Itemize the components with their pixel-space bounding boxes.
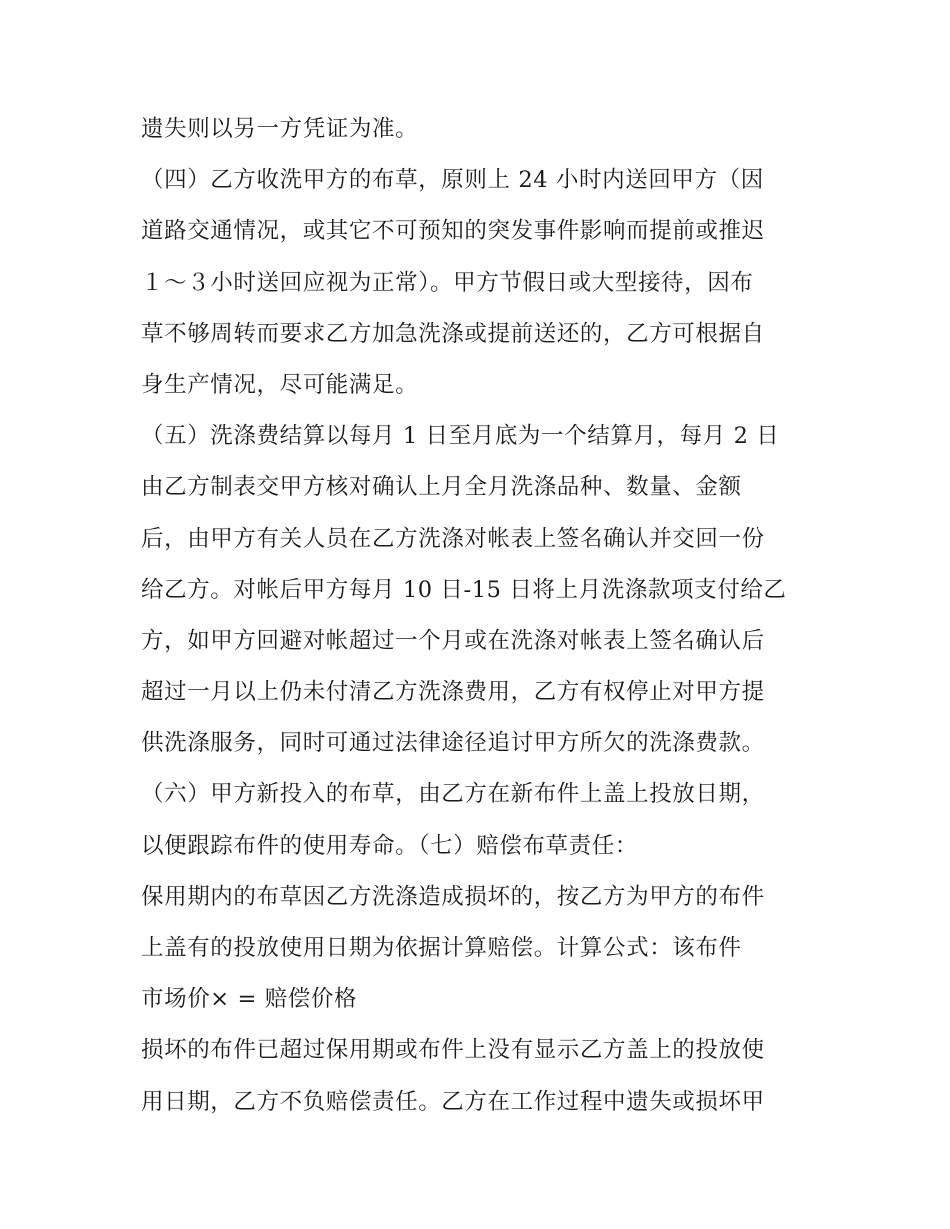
text-line: 市场价× = 赔偿价格 (141, 986, 358, 1013)
text-line: 以便跟踪布件的使用寿命。（七）赔偿布草责任： (141, 832, 638, 859)
text-line: 超过一月以上仍未付清乙方洗涤费用，乙方有权停止对甲方提 (141, 679, 765, 706)
text-line: 给乙方。对帐后甲方每月 10 日-15 日将上月洗涤款项支付给乙 (141, 576, 787, 603)
text-line: 方，如甲方回避对帐超过一个月或在洗涤对帐表上签名确认后 (141, 627, 765, 654)
text-line: （六）甲方新投入的布草，由乙方在新布件上盖上投放日期， (141, 781, 765, 808)
text-line: 由乙方制表交甲方核对确认上月全月洗涤品种、数量、金额 (141, 474, 742, 501)
text-line: 损坏的布件已超过保用期或布件上没有显示乙方盖上的投放使 (141, 1037, 765, 1064)
text-line: 供洗涤服务，同时可通过法律途径追讨甲方所欠的洗涤费款。 (141, 730, 765, 757)
text-line: 后，由甲方有关人员在乙方洗涤对帐表上签名确认并交回一份 (141, 525, 765, 552)
text-line: 草不够周转而要求乙方加急洗涤或提前送还的，乙方可根据自 (141, 320, 765, 347)
text-line: 道路交通情况，或其它不可预知的突发事件影响而提前或推迟 (141, 218, 765, 245)
text-line: （四）乙方收洗甲方的布草，原则上 24 小时内送回甲方（因 (141, 167, 764, 194)
text-line: 保用期内的布草因乙方洗涤造成损坏的，按乙方为甲方的布件 (141, 883, 765, 910)
text-line: １～３小时送回应视为正常）。甲方节假日或大型接待，因布 (141, 269, 754, 296)
text-line: （五）洗涤费结算以每月 1 日至月底为一个结算月，每月 2 日 (141, 423, 780, 450)
text-line: 身生产情况，尽可能满足。 (141, 371, 419, 398)
contract-body-text (141, 104, 821, 1128)
text-line: 上盖有的投放使用日期为依据计算赔偿。计算公式：该布件 (141, 935, 742, 961)
text-line: 遗失则以另一方凭证为准。 (141, 116, 419, 142)
text-line: 用日期，乙方不负赔偿责任。乙方在工作过程中遗失或损坏甲 (141, 1088, 765, 1115)
